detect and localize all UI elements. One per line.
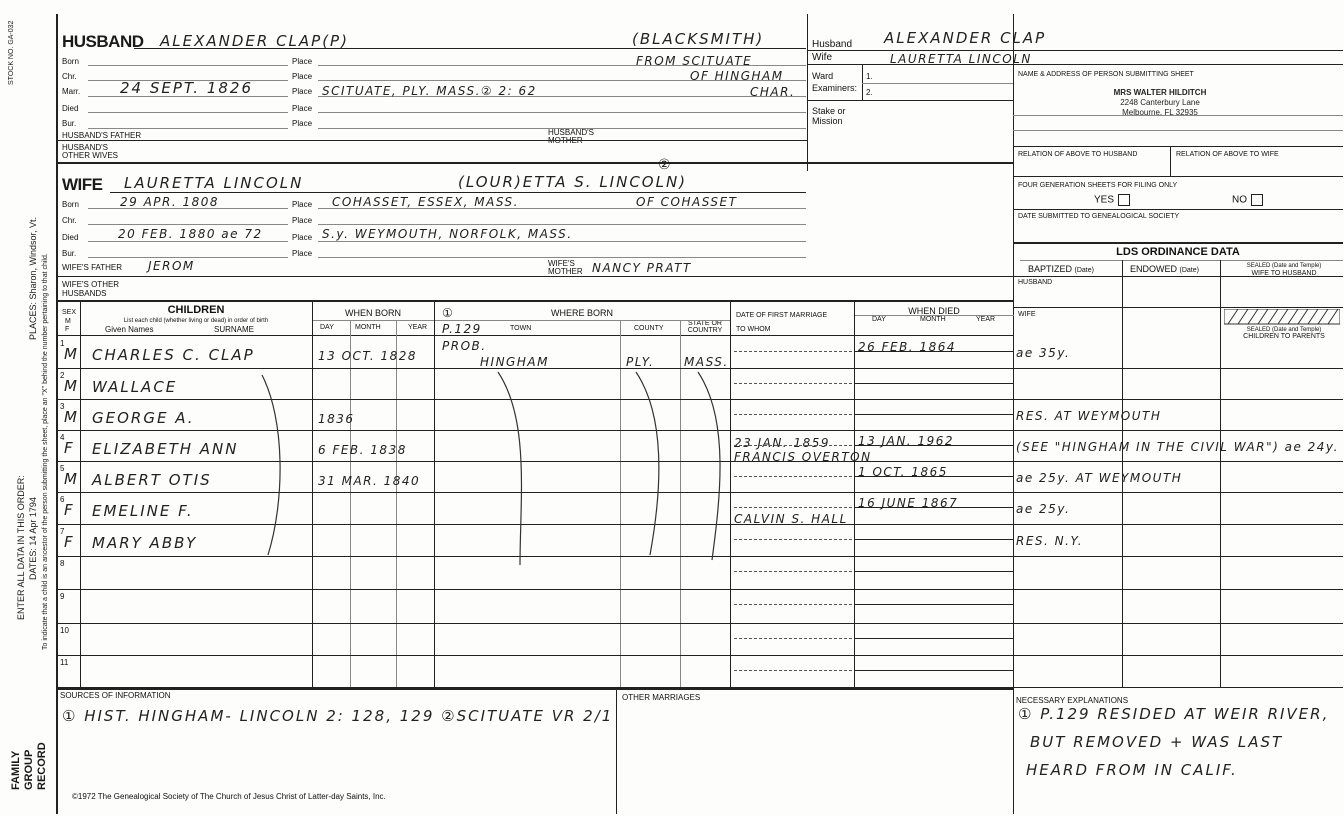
wife-chr-label: Chr. (62, 216, 77, 225)
child-note: RES. N.Y. (1016, 534, 1084, 548)
husbands-other-wives-2: OTHER WIVES (62, 151, 119, 160)
child-number: 2 (60, 371, 65, 380)
ward-label: Ward (812, 71, 834, 81)
wife-name: LAURETTA LINCOLN (124, 174, 304, 192)
day-header: DAY (320, 324, 334, 331)
when-died-header: WHEN DIED (908, 306, 960, 316)
children-header: CHILDREN (167, 304, 225, 316)
husband-born-label: Born (62, 57, 79, 66)
wife-died-label: Died (62, 233, 79, 242)
wifes-mother-name: NANCY PRATT (592, 261, 692, 275)
died-day-header: DAY (872, 316, 886, 323)
husband-died-label: Died (62, 104, 79, 113)
page-ref: P.129 (442, 322, 482, 336)
husbands-other-wives-1: HUSBAND'S (62, 143, 108, 152)
no-option[interactable] (1232, 194, 1263, 206)
child-name: MARY ABBY (92, 534, 198, 552)
wife-born-place: COHASSET, ESSEX, MASS. (332, 195, 519, 209)
exam-2: 2. (866, 88, 873, 97)
child-born: 1836 (318, 412, 355, 426)
wifes-mother-label-1: WIFE'S (548, 259, 575, 268)
date-first-marriage-header: DATE OF FIRST MARRIAGE (736, 312, 828, 319)
sources-text: ① HIST. HINGHAM- LINCOLN 2: 128, 129 ②SCITUATE VR 2/1 (62, 707, 614, 725)
sex-header: SEX (62, 309, 77, 316)
child-sex: M (64, 470, 79, 488)
endowed-text: ENDOWED (1130, 264, 1177, 274)
circle-two-mark: ② (658, 157, 673, 173)
relation-wife-label: RELATION OF ABOVE TO WIFE (1176, 151, 1279, 158)
copyright: ©1972 The Genealogical Society of The Church of Jesus Christ of Latter-day Saints, Inc. (72, 792, 386, 801)
wife-died-place-label: Place (292, 233, 313, 242)
baptized-date-paren: (Date) (1074, 267, 1094, 274)
child-died: 26 FEB. 1864 (858, 340, 956, 354)
wife-died-date: 20 FEB. 1880 ae 72 (118, 227, 263, 241)
wife-chr-place-label: Place (292, 216, 313, 225)
child-number: 6 (60, 495, 65, 504)
sealed-wife-2: WIFE TO HUSBAND (1251, 270, 1317, 277)
child-sex: F (64, 439, 75, 457)
child-spouse: FRANCIS OVERTON (734, 450, 872, 464)
endowed-date-paren: (Date) (1179, 267, 1199, 274)
town-header: TOWN (510, 325, 532, 332)
husband-born-place-label: Place (292, 57, 313, 66)
state-header-1: STATE OR (688, 320, 722, 327)
sealed-children-1: SEALED (Date and Temple) (1246, 327, 1322, 333)
relation-husband-label: RELATION OF ABOVE TO HUSBAND (1018, 151, 1138, 158)
panel-husband-label: Husband (812, 39, 853, 50)
child-name: GEORGE A. (92, 409, 195, 427)
panel-husband-value: ALEXANDER CLAP (884, 29, 1047, 47)
where-born-circle: ① (442, 306, 455, 320)
husbands-father-label: HUSBAND'S FATHER (62, 131, 142, 140)
child-number: 3 (60, 402, 65, 411)
no-checkbox[interactable] (1251, 194, 1263, 206)
wife-bur-label: Bur. (62, 249, 77, 258)
child-marriage-date: 23 JAN. 1859 (734, 436, 830, 450)
sex-m: M (65, 318, 71, 325)
stake-label: Stake or (812, 106, 846, 116)
child-born: 31 MAR. 1840 (318, 474, 421, 488)
baptized-label (1028, 265, 1094, 275)
of-cohasset: OF COHASSET (636, 195, 738, 209)
wife-alt-name: (LOUR)ETTA S. LINCOLN) (458, 173, 688, 191)
wife-row-label: WIFE (1018, 311, 1036, 318)
child-number: 1 (60, 339, 65, 348)
child-name: ELIZABETH ANN (92, 440, 239, 458)
husband-heading: HUSBAND (62, 32, 144, 51)
child-note: ae 25y. AT WEYMOUTH (1016, 471, 1183, 485)
child-died: 16 JUNE 1867 (858, 496, 959, 510)
husband-bur-place-label: Place (292, 119, 313, 128)
ancestor-note: To indicate that a child is an ancestor of the person submitting the sheet, place an "X" behind the number pertaining to that child. (42, 253, 49, 650)
state-mass: MASS. (684, 355, 729, 369)
died-year-header: YEAR (976, 316, 996, 323)
sex-f: F (65, 326, 70, 333)
explanation-line-2: BUT REMOVED + WAS LAST (1030, 733, 1284, 751)
child-number: 8 (60, 559, 65, 568)
child-note: (SEE "HINGHAM IN THE CIVIL WAR") ae 24y. (1016, 440, 1339, 454)
panel-wife-label: Wife (812, 52, 832, 63)
wifes-father-label: WIFE'S FATHER (62, 263, 123, 272)
stock-number: STOCK NO. GA-032 (8, 20, 15, 85)
child-sex: F (64, 501, 75, 519)
child-sex: M (64, 408, 79, 426)
exam-1: 1. (866, 72, 873, 81)
mission-label: Mission (812, 116, 843, 126)
wife-born-date: 29 APR. 1808 (120, 195, 220, 209)
child-number: 7 (60, 527, 65, 536)
child-born: 13 OCT. 1828 (318, 349, 417, 363)
wifes-other-husbands-1: WIFE'S OTHER (62, 280, 120, 289)
child-note: ae 25y. (1016, 502, 1071, 516)
died-month-header: MONTH (920, 316, 946, 323)
husband-marr-place-label: Place (292, 87, 313, 96)
explanation-line-1: ① P.129 RESIDED AT WEIR RIVER, (1018, 705, 1330, 723)
necessary-explanations-label: NECESSARY EXPLANATIONS (1016, 696, 1129, 705)
name-address-label: NAME & ADDRESS OF PERSON SUBMITTING SHEET (1018, 71, 1194, 78)
wifes-other-husbands-2: HUSBANDS (62, 289, 107, 298)
year-header: YEAR (408, 324, 428, 331)
other-marriages-label: OTHER MARRIAGES (622, 693, 701, 702)
wife-born-label: Born (62, 200, 79, 209)
child-number: 5 (60, 464, 65, 473)
child-note: RES. AT WEYMOUTH (1016, 409, 1162, 423)
submitter-street: 2248 Canterbury Lane (1120, 98, 1200, 107)
explanation-line-3: HEARD FROM IN CALIF. (1026, 761, 1238, 779)
wifes-father-name: JEROM (148, 259, 195, 273)
child-number: 11 (60, 658, 69, 667)
child-died: 13 JAN. 1962 (858, 434, 954, 448)
to-whom-header: TO WHOM (736, 326, 771, 333)
baptized-text: BAPTIZED (1028, 264, 1073, 274)
from-scituate: FROM SCITUATE (636, 54, 753, 68)
child-spouse: CALVIN S. HALL (734, 512, 848, 526)
dates-order: DATES: 14 Apr 1794 (28, 497, 38, 580)
wifes-mother-label-2: MOTHER (548, 267, 583, 276)
sources-label: SOURCES OF INFORMATION (60, 691, 171, 700)
husband-name: ALEXANDER CLAP(P) (160, 32, 349, 50)
children-subheader: List each child (whether living or dead) in order of birth (123, 318, 269, 324)
endowed-label (1130, 265, 1199, 275)
child-number: 4 (60, 433, 65, 442)
child-name: WALLACE (92, 378, 178, 396)
child-sex: M (64, 377, 79, 395)
child-sex: M (64, 345, 79, 363)
husband-row-label: HUSBAND (1018, 279, 1053, 286)
child-number: 9 (60, 592, 65, 601)
submitter-city: Melbourne, FL 32935 (1122, 108, 1198, 117)
wife-heading: WIFE (62, 175, 103, 194)
four-gen-label: FOUR GENERATION SHEETS FOR FILING ONLY (1018, 182, 1178, 189)
husband-marr-label: Marr. (62, 87, 81, 96)
child-born: 6 FEB. 1838 (318, 443, 407, 457)
husband-occupation: (BLACKSMITH) (632, 30, 765, 48)
yes-label: YES (1094, 194, 1115, 206)
child-note: ae 35y. (1016, 346, 1071, 360)
state-header-2: COUNTRY (687, 327, 723, 334)
county-ply: PLY. (626, 355, 655, 369)
of-hingham: OF HINGHAM (690, 69, 784, 83)
month-header: MONTH (355, 324, 381, 331)
panel-wife-value: LAURETTA LINCOLN (890, 52, 1032, 66)
marriage-place: SCITUATE, PLY. MASS.② 2: 62 (322, 84, 537, 98)
sealed-children-2: CHILDREN TO PARENTS (1243, 333, 1325, 340)
marriage-date: 24 SEPT. 1826 (120, 79, 253, 97)
given-names-header: Given Names (105, 325, 154, 334)
form-name-record: RECORD (36, 742, 48, 790)
child-sex: F (64, 533, 75, 551)
when-born-header: WHEN BORN (345, 308, 401, 318)
husbands-mother-label-2: MOTHER (548, 136, 583, 145)
child-died: 1 OCT. 1865 (858, 465, 948, 479)
wife-died-place: S.y. WEYMOUTH, NORFOLK, MASS. (322, 227, 573, 241)
where-born-header: WHERE BORN (550, 308, 613, 318)
husband-bur-label: Bur. (62, 119, 77, 128)
prob-note: PROB. (442, 339, 487, 353)
submitter-name: MRS WALTER HILDITCH (1113, 88, 1207, 97)
enter-data-order: ENTER ALL DATA IN THIS ORDER: (16, 475, 26, 620)
examiners-label: Examiners: (812, 83, 858, 93)
wife-bur-place-label: Place (292, 249, 313, 258)
no-label: NO (1232, 194, 1247, 206)
hatched-block (1224, 309, 1340, 325)
husbands-mother-label-1: HUSBAND'S (548, 128, 594, 137)
husband-died-place-label: Place (292, 104, 313, 113)
yes-option[interactable] (1094, 194, 1130, 206)
child-name: CHARLES C. CLAP (92, 346, 255, 364)
yes-checkbox[interactable] (1118, 194, 1130, 206)
form-name-family: FAMILY (10, 750, 22, 790)
wife-born-place-label: Place (292, 200, 313, 209)
places-order: PLACES: Sharon, Windsor, Vt. (28, 216, 38, 340)
child-number: 10 (60, 626, 69, 635)
county-header: COUNTY (634, 325, 664, 332)
child-name: EMELINE F. (92, 502, 194, 520)
town-hingham: HINGHAM (480, 355, 549, 369)
surname-header: SURNAME (214, 325, 255, 334)
form-name-group: GROUP (23, 749, 35, 790)
child-name: ALBERT OTIS (92, 471, 212, 489)
lds-title: LDS ORDINANCE DATA (1116, 246, 1240, 258)
husband-chr-place-label: Place (292, 72, 313, 81)
sealed-wife-1: SEALED (Date and Temple) (1246, 263, 1322, 269)
chair-note: CHAR. (750, 85, 796, 99)
husband-chr-label: Chr. (62, 72, 77, 81)
date-submitted-label: DATE SUBMITTED TO GENEALOGICAL SOCIETY (1018, 213, 1180, 220)
